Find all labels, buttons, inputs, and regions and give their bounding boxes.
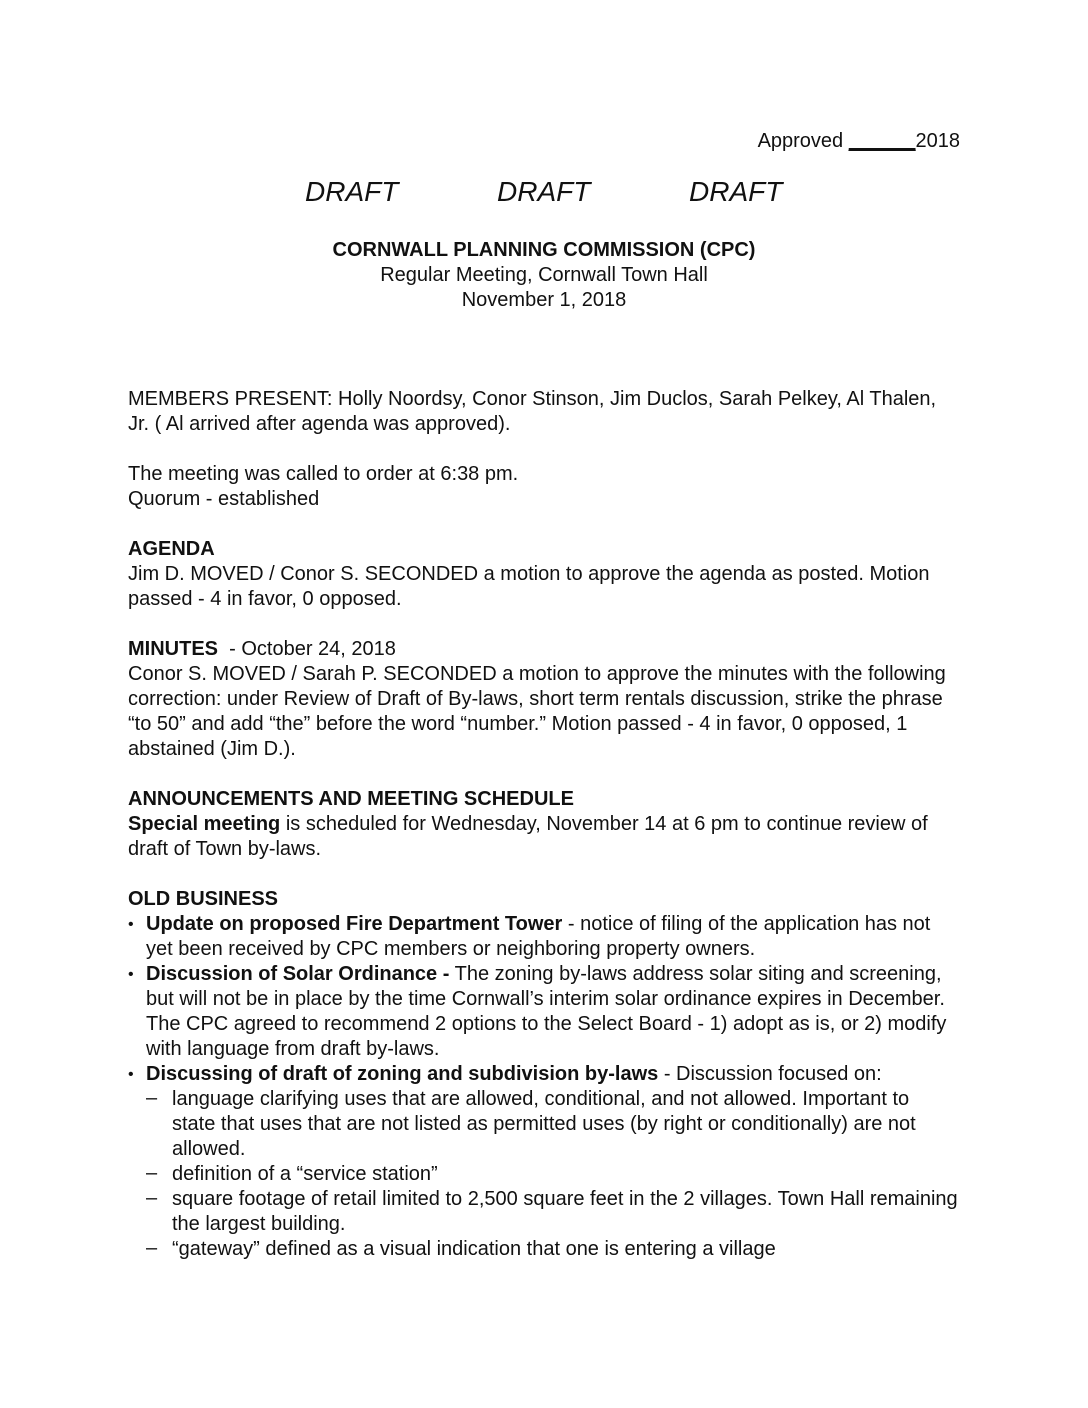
draft-label-1: DRAFT xyxy=(305,176,399,207)
announcements-heading: ANNOUNCEMENTS AND MEETING SCHEDULE xyxy=(128,788,574,810)
call-to-order-section xyxy=(128,462,958,512)
minutes-section xyxy=(128,637,958,762)
minutes-heading-date: - October 24, 2018 xyxy=(218,638,396,660)
approved-label: Approved xyxy=(757,130,844,152)
minutes-heading-line xyxy=(128,637,958,662)
meeting-subtitle: Regular Meeting, Cornwall Town Hall xyxy=(380,264,708,286)
fire-tower-label: Update on proposed Fire Department Tower xyxy=(146,913,563,935)
list-item xyxy=(128,962,958,1062)
list-item: – language clarifying uses that are allowed, conditional, and not allowed. Important to state that uses that are not listed as permitted uses (by right or conditionally) are not allowed. xyxy=(172,1087,958,1162)
document-header xyxy=(0,238,1088,313)
commission-title: CORNWALL PLANNING COMMISSION (CPC) xyxy=(332,239,756,261)
approved-year: 2018 xyxy=(915,130,960,152)
list-item: – square footage of retail limited to 2,500 square feet in the 2 villages. Town Hall remaining the largest building. xyxy=(172,1187,958,1237)
members-present: MEMBERS PRESENT: Holly Noordsy, Conor Stinson, Jim Duclos, Sarah Pelkey, Al Thalen, Jr. ( Al arrived after agenda was approved). xyxy=(128,388,937,435)
old-business-section xyxy=(128,887,958,1262)
announcements-section xyxy=(128,787,958,862)
bylaws-discussion-text: - Discussion focused on: xyxy=(658,1063,882,1085)
draft-watermark-row xyxy=(0,174,1088,214)
fire-tower-text: - notice of filing of the application has not yet been received by CPC members or neighboring property owners. xyxy=(146,913,931,960)
special-meeting-text: is scheduled for Wednesday, November 14 at 6 pm to continue review of draft of Town by-laws. xyxy=(128,813,928,860)
minutes-heading: MINUTES xyxy=(128,638,218,660)
agenda-heading: AGENDA xyxy=(128,538,215,560)
bylaws-discussion-label: Discussing of draft of zoning and subdivision by-laws xyxy=(146,1063,659,1085)
quorum-text: Quorum - established xyxy=(128,488,320,510)
call-to-order-text: The meeting was called to order at 6:38 pm. xyxy=(128,463,519,485)
meeting-date: November 1, 2018 xyxy=(461,289,627,311)
list-item: – definition of a “service station” xyxy=(172,1162,958,1187)
minutes-body xyxy=(128,387,958,1262)
old-business-heading: OLD BUSINESS xyxy=(128,888,279,910)
approved-blank: ______ xyxy=(848,130,916,152)
announcements-text-line xyxy=(128,812,958,862)
minutes-text: Conor S. MOVED / Sarah P. SECONDED a motion to approve the minutes with the following correction: under Review of Draft of By-laws, short term rentals discussion, strike the phrase “to 50” and add “the” before the word “number.” Motion passed - 4 in favor, 0 opposed, 1 abstained (Jim D.). xyxy=(128,663,946,760)
list-item: – “gateway” defined as a visual indication that one is entering a village xyxy=(172,1237,958,1262)
agenda-section xyxy=(128,537,958,612)
solar-ordinance-label: Discussion of Solar Ordinance - xyxy=(146,963,450,985)
special-meeting-label: Special meeting xyxy=(128,813,281,835)
draft-label-2: DRAFT xyxy=(497,176,591,207)
approval-line xyxy=(758,128,960,154)
solar-ordinance-text: The zoning by-laws address solar siting and screening, but will not be in place by the time Cornwall’s interim solar ordinance expires in December. The CPC agreed to recommend 2 options to the Select Board - 1) adopt as is, or 2) modify with language from draft by-laws. xyxy=(146,963,947,1060)
draft-label-3: DRAFT xyxy=(689,176,783,207)
old-business-list xyxy=(128,912,958,1262)
bylaws-discussion-sublist xyxy=(146,1087,958,1262)
list-item xyxy=(128,1062,958,1262)
agenda-text: Jim D. MOVED / Conor S. SECONDED a motion to approve the agenda as posted. Motion passed - 4 in favor, 0 opposed. xyxy=(128,563,930,610)
list-item xyxy=(128,912,958,962)
